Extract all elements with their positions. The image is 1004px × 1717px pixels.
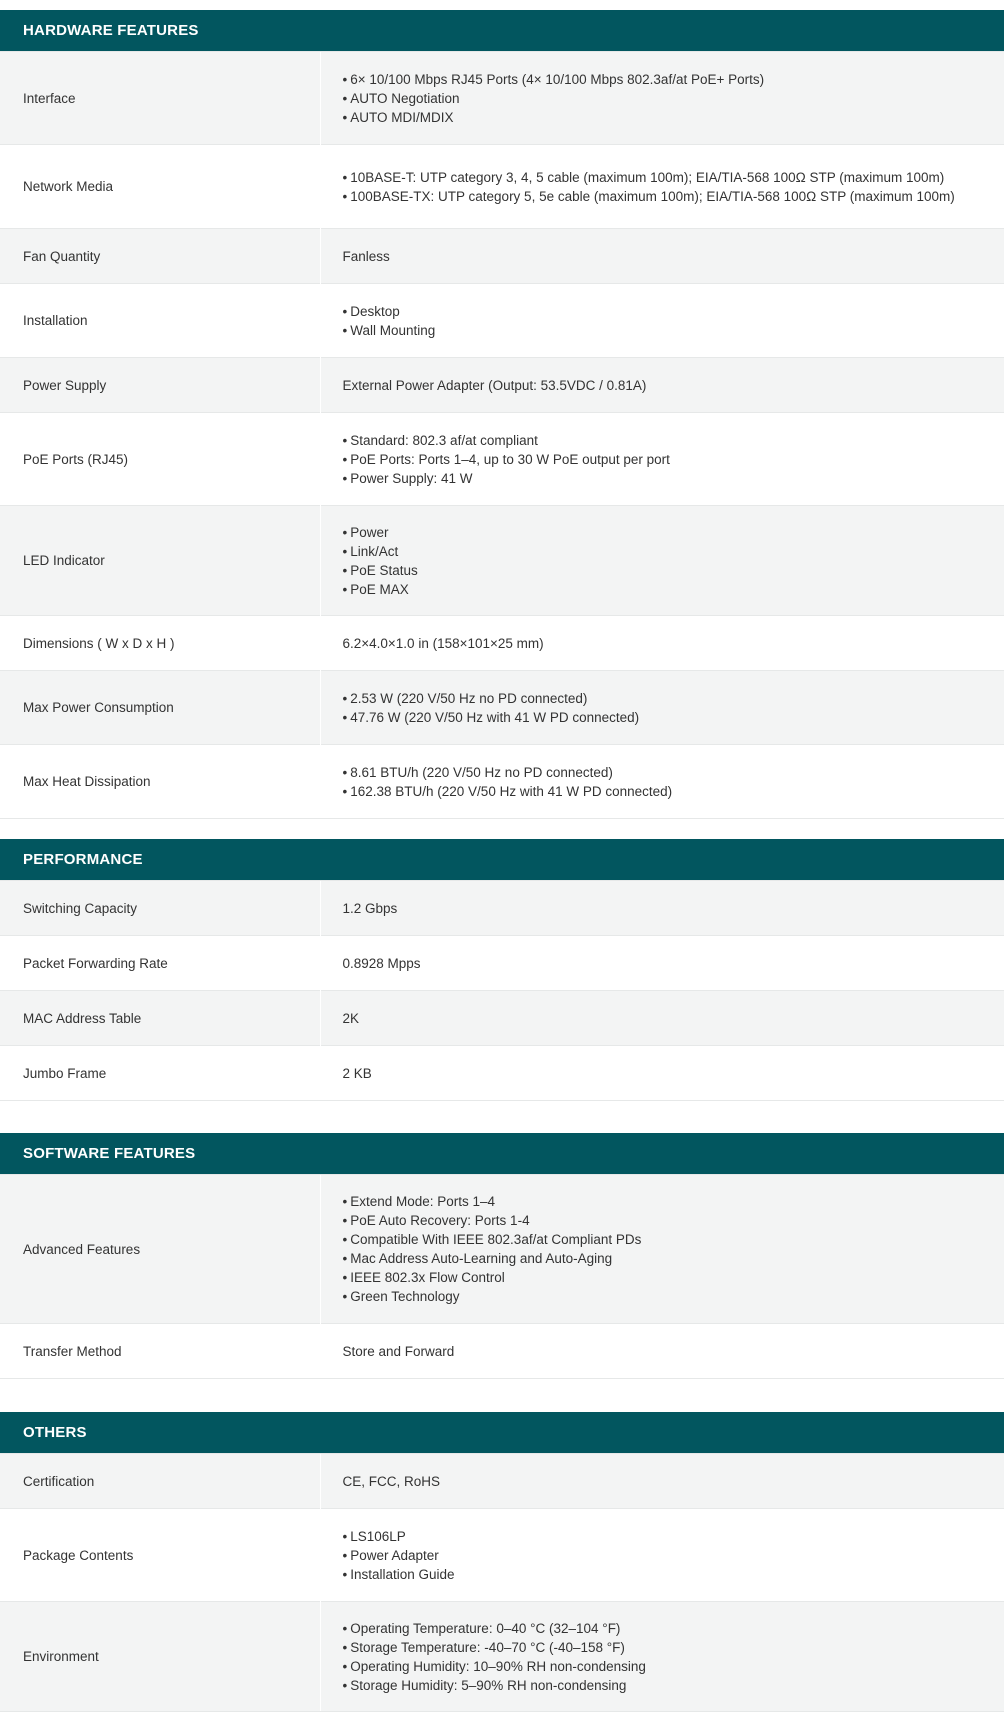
spec-label: Dimensions ( W x D x H ) xyxy=(0,616,320,671)
spec-label: LED Indicator xyxy=(0,506,320,616)
spec-value-item: • Power xyxy=(343,523,1004,542)
spec-label: MAC Address Table xyxy=(0,991,320,1046)
spec-label: Interface xyxy=(0,52,320,145)
spec-value-list xyxy=(343,1192,1004,1306)
spec-value xyxy=(320,991,1004,1046)
spec-value xyxy=(320,1175,1004,1324)
spec-value xyxy=(320,506,1004,616)
spec-value-list xyxy=(343,763,1004,801)
spec-value-text: Store and Forward xyxy=(342,1343,455,1359)
spec-value xyxy=(320,284,1004,358)
spec-value-list xyxy=(343,431,1004,488)
spec-value-item: • Extend Mode: Ports 1–4 xyxy=(343,1192,1004,1211)
spec-value-item: • Desktop xyxy=(343,302,1004,321)
spec-value-item: • Operating Temperature: 0–40 °C (32–104 °F) xyxy=(343,1619,1004,1638)
spec-label: Power Supply xyxy=(0,358,320,413)
spec-value-item: • 8.61 BTU/h (220 V/50 Hz no PD connected) xyxy=(343,763,1004,782)
spec-row-dimensions-w-x-d-x-h xyxy=(0,616,1004,671)
spec-value xyxy=(320,616,1004,671)
spec-value-item: • Storage Temperature: -40–70 °C (-40–158 °F) xyxy=(343,1638,1004,1657)
spec-value-item: • Compatible With IEEE 802.3af/at Compliant PDs xyxy=(343,1230,1004,1249)
spec-value xyxy=(320,229,1004,284)
spec-value-list xyxy=(343,523,1004,599)
spec-value-item: • Wall Mounting xyxy=(343,321,1004,340)
spec-row-package-contents xyxy=(0,1509,1004,1602)
spec-row-certification xyxy=(0,1454,1004,1509)
spec-row-led-indicator xyxy=(0,506,1004,616)
spec-row-max-power-consumption xyxy=(0,671,1004,745)
spec-value-item: • Standard: 802.3 af/at compliant xyxy=(343,431,1004,450)
spec-table xyxy=(0,51,1004,819)
spec-value-list xyxy=(343,1527,1004,1584)
spec-row-transfer-method xyxy=(0,1324,1004,1379)
spec-table xyxy=(0,880,1004,1101)
spec-label: Max Power Consumption xyxy=(0,671,320,745)
spec-value-list xyxy=(343,689,1004,727)
spec-row-installation xyxy=(0,284,1004,358)
spec-value-text: CE, FCC, RoHS xyxy=(342,1473,441,1489)
spec-label: Certification xyxy=(0,1454,320,1509)
spec-row-network-media xyxy=(0,145,1004,229)
spec-value-item: • 2.53 W (220 V/50 Hz no PD connected) xyxy=(343,689,1004,708)
spec-value xyxy=(320,881,1004,936)
spec-label: Package Contents xyxy=(0,1509,320,1602)
spec-value xyxy=(320,671,1004,745)
spec-value-item: • PoE Auto Recovery: Ports 1-4 xyxy=(343,1211,1004,1230)
spec-value-list xyxy=(343,168,1004,206)
spec-value-item: • Green Technology xyxy=(343,1287,1004,1306)
spec-value xyxy=(320,358,1004,413)
section-title: OTHERS xyxy=(0,1412,1004,1453)
spec-label: Jumbo Frame xyxy=(0,1046,320,1101)
spec-value xyxy=(320,745,1004,819)
section-title: SOFTWARE FEATURES xyxy=(0,1133,1004,1174)
spec-value-text: Fanless xyxy=(342,248,390,264)
spec-label: Environment xyxy=(0,1602,320,1712)
spec-value xyxy=(320,1046,1004,1101)
spec-value-list xyxy=(343,1619,1004,1695)
spec-table xyxy=(0,1174,1004,1379)
spec-value-item: • 47.76 W (220 V/50 Hz with 41 W PD connected) xyxy=(343,708,1004,727)
spec-value xyxy=(320,1602,1004,1712)
spec-row-advanced-features xyxy=(0,1175,1004,1324)
spec-row-max-heat-dissipation xyxy=(0,745,1004,819)
section-software-features xyxy=(0,1133,1004,1379)
spec-row-interface xyxy=(0,52,1004,145)
section-hardware-features xyxy=(0,10,1004,819)
spec-value-item: • PoE Status xyxy=(343,561,1004,580)
spec-value-item: • Link/Act xyxy=(343,542,1004,561)
spec-row-switching-capacity xyxy=(0,881,1004,936)
spec-value-item: • IEEE 802.3x Flow Control xyxy=(343,1268,1004,1287)
spec-row-environment xyxy=(0,1602,1004,1712)
spec-value-item: • 6× 10/100 Mbps RJ45 Ports (4× 10/100 Mbps 802.3af/at PoE+ Ports) xyxy=(343,70,1004,89)
spec-value-text: External Power Adapter (Output: 53.5VDC / 0.81A) xyxy=(342,377,647,393)
spec-label: Switching Capacity xyxy=(0,881,320,936)
spec-value xyxy=(320,1509,1004,1602)
spec-row-fan-quantity xyxy=(0,229,1004,284)
spec-row-power-supply xyxy=(0,358,1004,413)
spec-value-item: • PoE MAX xyxy=(343,580,1004,599)
spec-value-item: • PoE Ports: Ports 1–4, up to 30 W PoE output per port xyxy=(343,450,1004,469)
spec-value-item: • Mac Address Auto-Learning and Auto-Aging xyxy=(343,1249,1004,1268)
spec-value-item: • AUTO MDI/MDIX xyxy=(343,108,1004,127)
spec-row-jumbo-frame xyxy=(0,1046,1004,1101)
spec-label: Network Media xyxy=(0,145,320,229)
spec-value xyxy=(320,1324,1004,1379)
spec-value-item: • 162.38 BTU/h (220 V/50 Hz with 41 W PD connected) xyxy=(343,782,1004,801)
spec-row-mac-address-table xyxy=(0,991,1004,1046)
spec-value-text: 2 KB xyxy=(342,1065,372,1081)
spec-value-item: • 100BASE-TX: UTP category 5, 5e cable (maximum 100m); EIA/TIA-568 100Ω STP (maximum 100m) xyxy=(343,187,1004,206)
spec-label: Transfer Method xyxy=(0,1324,320,1379)
spec-value-list xyxy=(343,302,1004,340)
spec-row-poe-ports-rj45 xyxy=(0,413,1004,506)
spec-label: PoE Ports (RJ45) xyxy=(0,413,320,506)
spec-value xyxy=(320,145,1004,229)
spec-value-text: 2K xyxy=(342,1010,360,1026)
spec-value xyxy=(320,1454,1004,1509)
spec-value xyxy=(320,52,1004,145)
spec-value-item: • Power Supply: 41 W xyxy=(343,469,1004,488)
spec-value-item: • AUTO Negotiation xyxy=(343,89,1004,108)
spec-value xyxy=(320,413,1004,506)
spec-label: Packet Forwarding Rate xyxy=(0,936,320,991)
spec-table xyxy=(0,1453,1004,1712)
spec-value-item: • Power Adapter xyxy=(343,1546,1004,1565)
spec-value-text: 0.8928 Mpps xyxy=(342,955,421,971)
spec-value-text: 6.2×4.0×1.0 in (158×101×25 mm) xyxy=(342,635,544,651)
spec-label: Advanced Features xyxy=(0,1175,320,1324)
spec-value-list xyxy=(343,70,1004,127)
spec-value-item: • Storage Humidity: 5–90% RH non-condensing xyxy=(343,1676,1004,1695)
spec-value-item: • 10BASE-T: UTP category 3, 4, 5 cable (maximum 100m); EIA/TIA-568 100Ω STP (maximum 100m) xyxy=(343,168,1004,187)
spec-value-item: • LS106LP xyxy=(343,1527,1004,1546)
spec-value-text: 1.2 Gbps xyxy=(342,900,398,916)
spec-label: Installation xyxy=(0,284,320,358)
section-performance xyxy=(0,839,1004,1101)
spec-label: Max Heat Dissipation xyxy=(0,745,320,819)
section-others xyxy=(0,1412,1004,1712)
spec-value-item: • Operating Humidity: 10–90% RH non-condensing xyxy=(343,1657,1004,1676)
spec-row-packet-forwarding-rate xyxy=(0,936,1004,991)
spec-value-item: • Installation Guide xyxy=(343,1565,1004,1584)
section-title: HARDWARE FEATURES xyxy=(0,10,1004,51)
spec-label: Fan Quantity xyxy=(0,229,320,284)
spec-value xyxy=(320,936,1004,991)
section-title: PERFORMANCE xyxy=(0,839,1004,880)
